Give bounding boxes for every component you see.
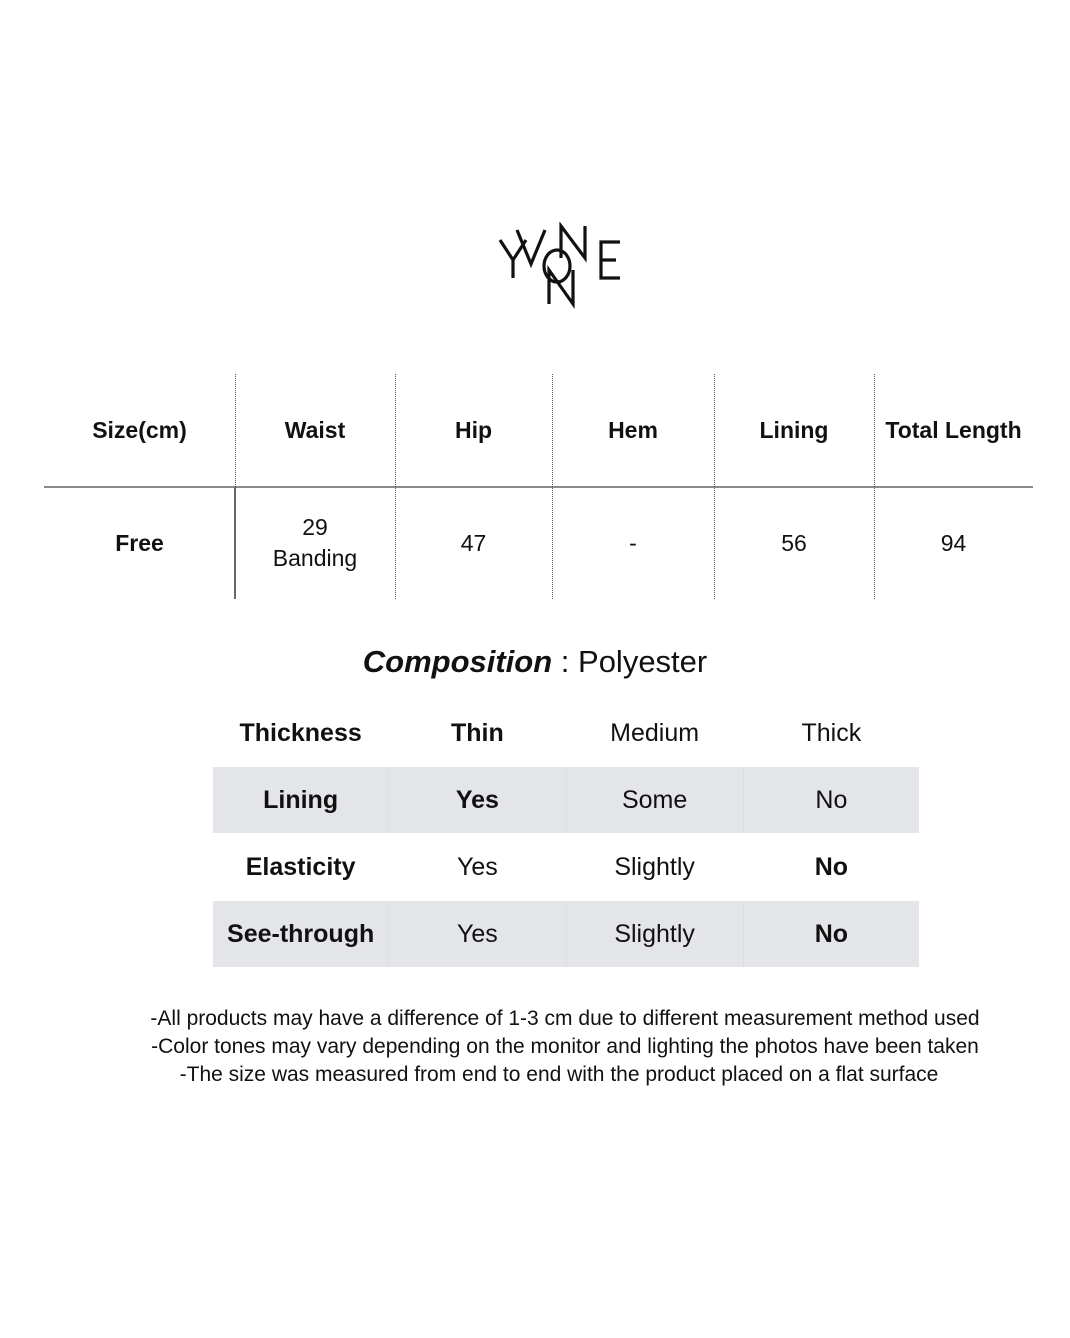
fabric-option: Yes bbox=[388, 834, 565, 900]
fabric-option: No bbox=[743, 834, 919, 900]
fabric-option: No bbox=[743, 767, 919, 833]
divider-2 bbox=[395, 374, 396, 599]
divider-1-dotted bbox=[235, 374, 236, 487]
composition-line bbox=[0, 640, 1070, 684]
value-lining: 56 bbox=[781, 529, 807, 556]
fabric-row-label: Lining bbox=[213, 767, 388, 833]
note-measurement: -All products may have a difference of 1-3 cm due to different measurement method used bbox=[150, 1007, 980, 1030]
fabric-option: No bbox=[743, 901, 919, 967]
value-size: Free bbox=[115, 529, 164, 556]
fabric-table bbox=[213, 700, 919, 968]
value-waist bbox=[235, 487, 395, 599]
size-table bbox=[44, 374, 1033, 599]
fabric-row-label: Elasticity bbox=[245, 852, 356, 881]
fabric-option: Slightly bbox=[566, 834, 743, 900]
divider-3 bbox=[552, 374, 553, 599]
notes bbox=[60, 1005, 1070, 1089]
fabric-option: Thick bbox=[743, 700, 919, 766]
fabric-row-thickness bbox=[213, 700, 919, 766]
fabric-option: Thin bbox=[388, 700, 565, 766]
header-size: Size(cm) bbox=[92, 417, 187, 443]
fabric-option: Some bbox=[566, 767, 743, 833]
composition-separator: : bbox=[552, 644, 579, 679]
fabric-row-lining bbox=[213, 767, 919, 833]
header-total-length: Total Length bbox=[885, 417, 1022, 443]
header-lining: Lining bbox=[759, 417, 829, 443]
fabric-row-label: Thickness bbox=[239, 718, 362, 747]
composition-value: Polyester bbox=[578, 644, 708, 679]
fabric-row-see-through bbox=[213, 901, 919, 967]
header-hem: Hem bbox=[608, 417, 658, 443]
header-waist: Waist bbox=[284, 417, 346, 443]
fabric-row-label: See-through bbox=[213, 901, 388, 967]
divider-1-solid bbox=[234, 487, 236, 599]
value-total-length: 94 bbox=[940, 529, 967, 556]
note-color: -Color tones may vary depending on the monitor and lighting the photos have been taken bbox=[151, 1035, 979, 1058]
header-divider bbox=[44, 486, 1033, 488]
brand-logo-mark bbox=[495, 222, 627, 312]
header-hip: Hip bbox=[454, 417, 493, 443]
fabric-option: Slightly bbox=[566, 901, 743, 967]
divider-4 bbox=[714, 374, 715, 599]
brand-logo bbox=[495, 222, 627, 312]
waist-number: 29 bbox=[302, 514, 328, 540]
fabric-row-elasticity bbox=[213, 834, 919, 900]
value-hem: - bbox=[629, 529, 637, 556]
note-method: -The size was measured from end to end with the product placed on a flat surface bbox=[179, 1063, 939, 1086]
fabric-option: Yes bbox=[388, 767, 565, 833]
waist-type: Banding bbox=[272, 545, 358, 571]
composition-label: Composition bbox=[362, 644, 553, 679]
value-hip: 47 bbox=[460, 529, 487, 556]
divider-5 bbox=[874, 374, 875, 599]
fabric-option: Medium bbox=[566, 700, 743, 766]
fabric-option: Yes bbox=[388, 901, 565, 967]
